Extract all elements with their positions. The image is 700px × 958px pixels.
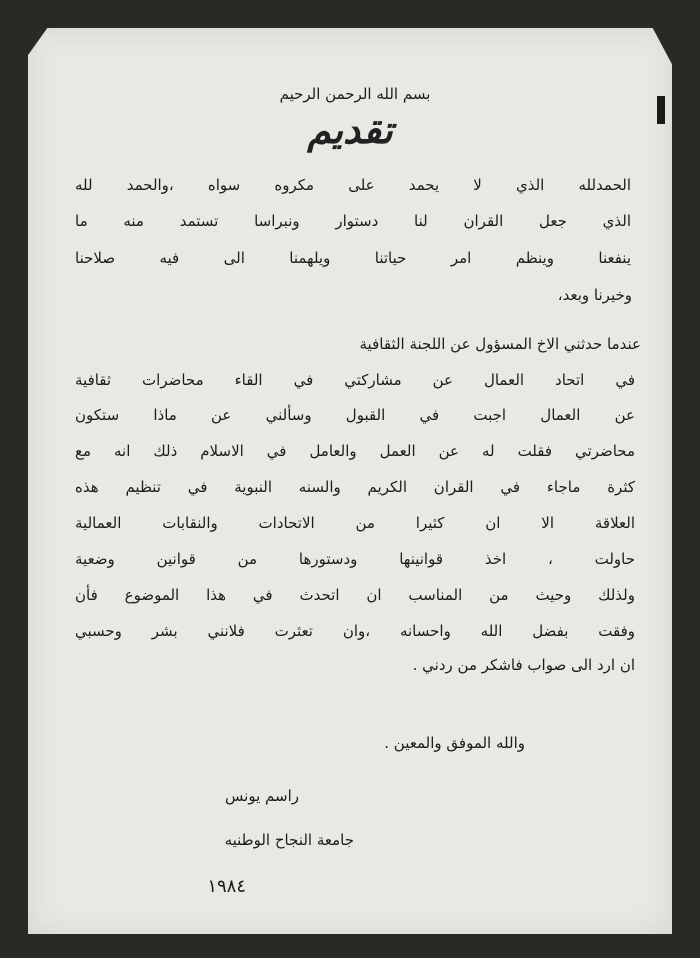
- paragraph-2-line-6: العلاقة الا ان كثيرا من الاتحادات والنقابات العمالية: [75, 514, 635, 532]
- closing-line: والله الموفق والمعين .: [384, 734, 525, 752]
- paragraph-1-line-2: الذي جعل القران لنا دستوار ونبراسا تستمد منه ما: [75, 212, 631, 230]
- paragraph-2-line-9: وفقت بفضل الله واحسانه ،وان تعثرت فلانني بشر وحسبي: [75, 622, 635, 640]
- paragraph-2-line-7: حاولت ، اخذ قوانينها ودستورها من قوانين وضعية: [75, 550, 635, 568]
- paragraph-2-line-2: في اتحاد العمال عن مشاركتي في القاء محاضرات ثقافية: [75, 371, 635, 389]
- document-year: ١٩٨٤: [207, 876, 246, 897]
- paragraph-1-line-3: ينفعنا وينظم امر حياتنا ويلهمنا الى فيه صلاحنا: [75, 249, 631, 267]
- author-institution: جامعة النجاح الوطنيه: [224, 831, 354, 849]
- page-title: تقديم: [307, 107, 393, 152]
- paragraph-2-line-3: عن العمال اجبت في القبول وسألني عن ماذا ستكون: [75, 406, 635, 424]
- basmala: بسم الله الرحمن الرحيم: [279, 85, 431, 103]
- author-name: راسم يونس: [225, 787, 299, 805]
- paragraph-1-line-4: وخيرنا وبعد،: [557, 286, 632, 304]
- paragraph-2-line-8: ولذلك وحيث من المناسب ان اتحدث في هذا الموضوع فأن: [75, 586, 635, 604]
- paragraph-2-line-5: كثرة ماجاء في القران الكريم والسنه النبوية في تنظيم هذه: [75, 478, 635, 496]
- paragraph-2-line-1: عندما حدثني الاخ المسؤول عن اللجنة الثقافية: [359, 335, 641, 353]
- paragraph-2-line-4: محاضرتي فقلت له عن العمل والعامل في الاسلام ذلك انه مع: [75, 442, 635, 460]
- paragraph-2-line-10: ان ارد الى صواب فاشكر من ردني .: [412, 656, 635, 674]
- paragraph-1-line-1: الحمدلله الذي لا يحمد على مكروه سواه ،والحمد لله: [75, 176, 631, 194]
